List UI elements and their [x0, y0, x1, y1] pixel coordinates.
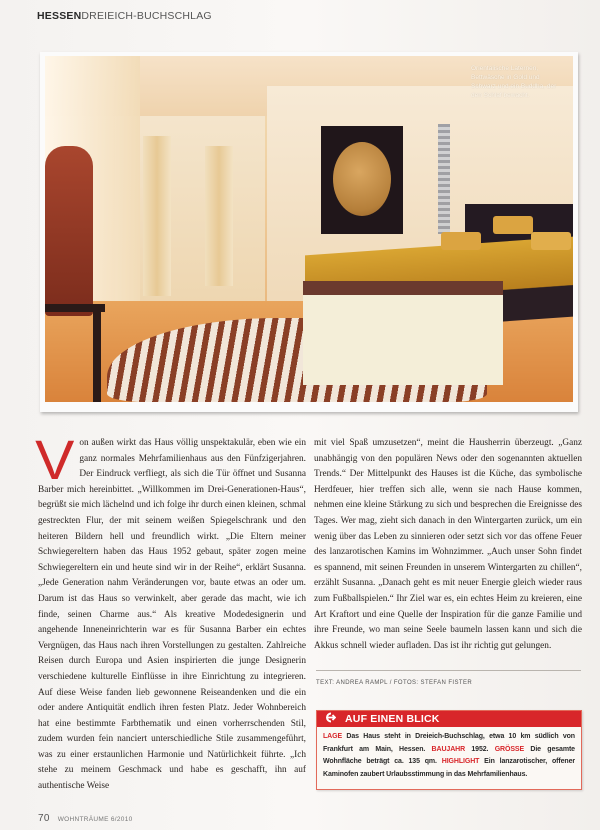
section-header [37, 10, 212, 22]
photo-pillow [531, 232, 571, 250]
arrow-right-circle-icon [323, 712, 337, 726]
page-number: 70 [38, 813, 50, 824]
article-text-right: mit viel Spaß umzusetzen“, meint die Hausherrin überzeugt. „Ganz unabhängig von den populären News oder den sogenannten aktuellen Trends.“ Der Mittelpunkt des Hauses ist die Küche, das symbolische Herdfeuer, hier treffen sich alle, wenn sie nach Hause kommen, nehmen eine kleine Stärkung zu sich und besprechen die Ereignisse des Tages. Wer mag, zieht sich danach in den Wintergarten zurück, um ein wenig über das Leben zu sinnieren oder setzt sich vor das offene Feuer des lanzarotischen Kamins im Wohnzimmer. „Auch unser Sohn findet es spannend, mit seinen Freunden in unserem Wintergarten zu chillen“, erzählt Susanna. „Danach geht es mit neuer Energie gleich wieder raus zum Fußballspielen.“ Ihr Ziel war es, ein echtes Heim zu kreieren, eine Art Kraftort und eine Quelle der Inspiration für die ganze Familie und ihre Freunde, wo man seine Seele baumeln lassen kann und sich die Akkus schnell wieder aufladen. Das ist ihr richtig gut gelungen. [314, 438, 582, 651]
info-box [316, 710, 582, 790]
photo-pillow [441, 232, 481, 250]
info-box-header [317, 711, 581, 727]
info-text-lage: Das Haus steht in Dreieich-Buchschlag, etwa 10 km südlich von Frankfurt am Main, Hessen. [323, 733, 575, 753]
info-key-highlight: HIGHLIGHT [441, 758, 480, 765]
bedroom-photo [45, 56, 573, 402]
article-column-left [35, 428, 306, 795]
drop-cap: V [35, 428, 75, 491]
divider-rule [316, 670, 581, 671]
info-box-body [317, 727, 581, 785]
info-key-baujahr: BAUJAHR [431, 745, 466, 753]
article-text-left: on außen wirkt das Haus völlig unspektakulär, eben wie ein ganz normales Mehrfamilienhaus aus den Fünfzigerjahren. Der Eindruck verfliegt, als sich die Tür öffnet und Susanna Barber mich hereinbittet. „Willkommen im Drei-Generationen-Haus“, begrüßt sie mich lächelnd und ich folge ihr durch einen kleinen, schmal gestreckten Flur, der mit seinem weißen Spiegelschrank und den heiteren Bildern hell und freundlich wirkt. „Die Eltern meiner Schwiegereltern haben das Haus 1952 gebaut, später zogen meine Schwiegereltern ein und heute sind wir in der Reihe“, erklärt Susanna. „Jede Generation nahm Veränderungen vor, baute etwas an oder um. Darum ist das Haus so verwinkelt, aber gerade das macht, wie ich finde, seinen Charme aus.“ Als kreative Modedesignerin und angehende Inneneinrichterin war es für Susanna Barber ein echtes Vergnügen, das Haus nach ihren Vorstellungen zu gestalten. Zahlreiche Reisen durch Europa und Asien inspirierten die junge Designerin verschiedene kulturelle Einflüsse in ihre Einrichtung zu integrieren. Auf diese Weise fanden lieb gewonnene Reiseandenken und die ein oder andere Antiquität endlich ihren festen Platz. Jeder Wohnbereich hat eine bestimmte Farbthematik und einen vorherrschenden Stil, zudem wurden fein nanciert unterschiedliche Stile zusammengeführt, was zu einer erstaunlichen Harmonie und Natürlichkeit führte. „Ich stehe zu meinem Geschmack und habe es geschafft, ihn auf authentische Weise [38, 438, 306, 792]
photo-painting [321, 126, 403, 234]
magazine-issue: WOHNTRÄUME 6/2010 [57, 816, 133, 823]
info-text-groesse: Die gesamte Wohnfläche beträgt ca. 135 qm. [323, 745, 575, 765]
photo-bench [303, 281, 503, 385]
page-footer [38, 813, 133, 824]
photo-pillow [493, 216, 533, 234]
info-key-groesse: GRÖSSE [494, 745, 525, 753]
article-column-right [314, 436, 582, 654]
header-region: HESSEN [37, 10, 82, 22]
info-key-lage: LAGE [323, 733, 343, 740]
photo-buddha-statue [45, 146, 93, 316]
info-text-baujahr: 1952. [465, 745, 495, 753]
photo-golden-circle [333, 142, 391, 216]
photo-caption: Orientalische Laternen, Bettwäsche in Gold und Schwarz und ein Buddha, der den Schlaf bewacht. [471, 65, 557, 99]
bedroom-photo-frame [40, 52, 578, 412]
photo-curtain [143, 136, 171, 296]
info-box-title: AUF EINEN BLICK [345, 713, 440, 725]
photo-curtain [205, 146, 233, 286]
photo-text-credit: TEXT: ANDREA RAMPL / FOTOS: STEFAN FISTER [316, 680, 473, 686]
header-place: DREIEICH-BUCHSCHLAG [81, 10, 212, 22]
photo-side-table [45, 304, 105, 402]
photo-lantern [438, 124, 450, 234]
info-text-highlight: Ein lanzarotischer, offener Kaminofen zaubert Urlaubsstimmung in das Mehrfamilienhaus. [323, 758, 576, 778]
